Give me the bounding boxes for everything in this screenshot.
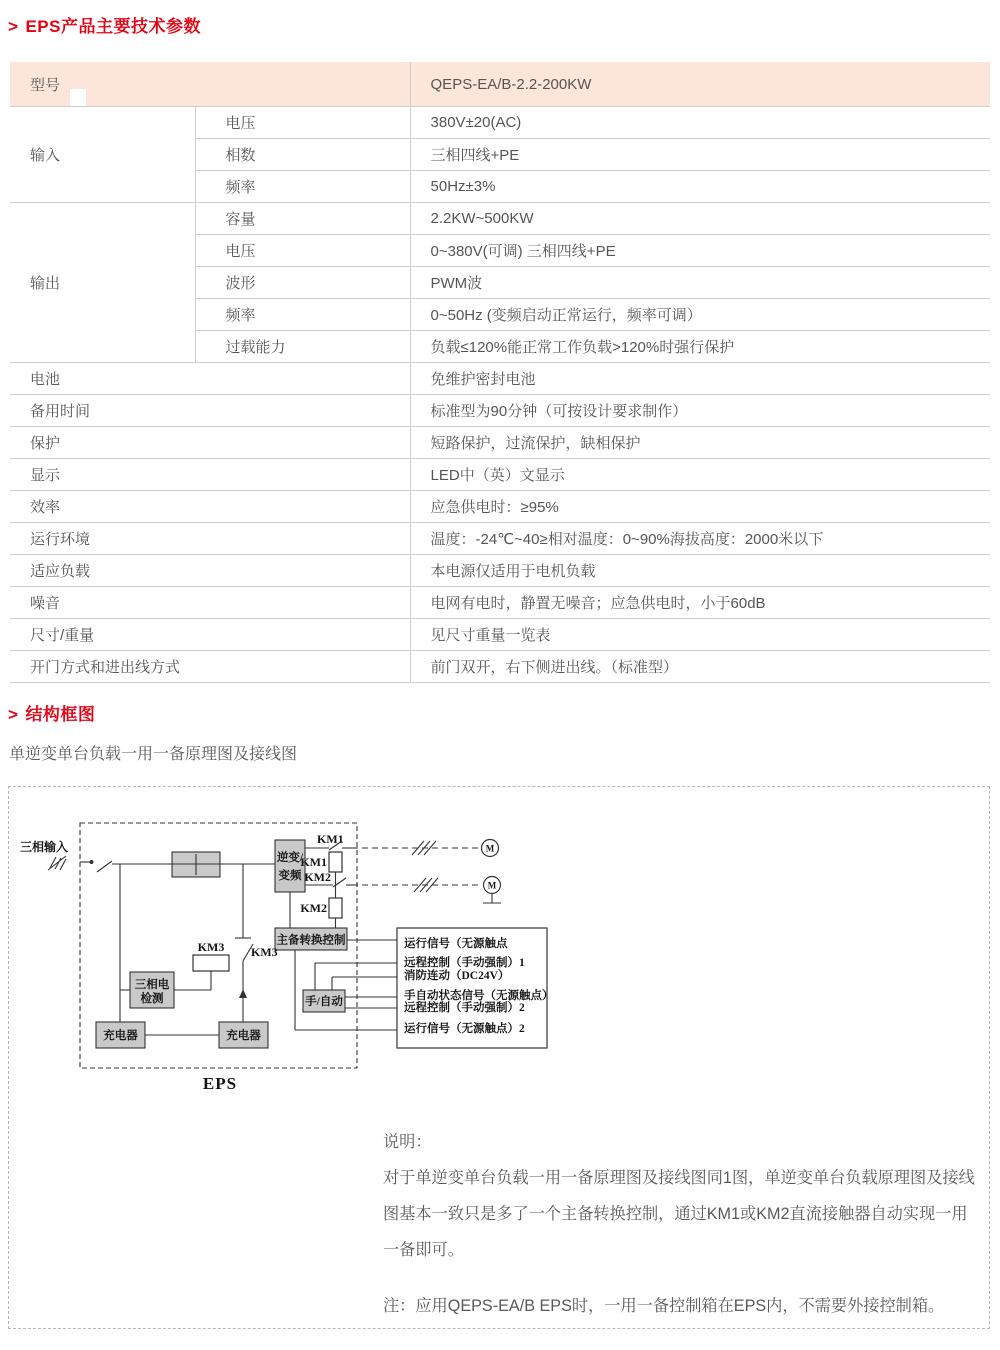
row-label: 保护 bbox=[10, 427, 410, 459]
notes-block bbox=[383, 1124, 983, 1324]
motor-2-label: M bbox=[487, 880, 497, 891]
param-value: 50Hz±3% bbox=[410, 171, 990, 203]
spec-table bbox=[10, 62, 990, 683]
param-value: 负载≤120%能正常工作负载>120%时强行保护 bbox=[410, 331, 990, 363]
km3-switch-label: KM3 bbox=[251, 945, 278, 959]
row-label: 尺寸/重量 bbox=[10, 619, 410, 651]
section-title-structure bbox=[8, 700, 95, 725]
three-phase-input-label: 三相输入 bbox=[20, 840, 69, 854]
inverter-label: 逆变/ bbox=[276, 852, 304, 864]
param-label: 电压 bbox=[195, 107, 410, 139]
notes-body: 对于单逆变单台负载一用一备原理图及接线图同1图，单逆变单台负载原理图及接线图基本一致只是多了一个主备转换控制，通过KM1或KM2直流接触器自动实现一用一备即可。 bbox=[383, 1169, 975, 1259]
row-value: 见尺寸重量一览表 bbox=[410, 619, 990, 651]
phase-detect-label: 三相电 bbox=[134, 979, 170, 991]
param-value: 三相四线+PE bbox=[410, 139, 990, 171]
row-label: 开门方式和进出线方式 bbox=[10, 651, 410, 683]
km3-coil-label: KM3 bbox=[197, 940, 225, 954]
param-value: 380V±20(AC) bbox=[410, 107, 990, 139]
table-row bbox=[10, 107, 990, 139]
row-label: 适应负载 bbox=[10, 555, 410, 587]
row-value: 标准型为90分钟（可按设计要求制作） bbox=[410, 395, 990, 427]
table-row bbox=[10, 651, 990, 683]
table-row bbox=[10, 619, 990, 651]
motor-1-label: M bbox=[485, 843, 495, 854]
row-label: 运行环境 bbox=[10, 523, 410, 555]
eps-caption: EPS bbox=[202, 1074, 238, 1093]
row-value: 免维护密封电池 bbox=[410, 363, 990, 395]
km2-switch-label: KM2 bbox=[304, 870, 331, 884]
group-label-input: 输入 bbox=[10, 107, 195, 203]
param-value: 2.2KW~500KW bbox=[410, 203, 990, 235]
table-row bbox=[10, 523, 990, 555]
row-value: 短路保护，过流保护，缺相保护 bbox=[410, 427, 990, 459]
row-label: 效率 bbox=[10, 491, 410, 523]
param-value: 0~380V(可调) 三相四线+PE bbox=[410, 235, 990, 267]
param-label: 频率 bbox=[195, 299, 410, 331]
param-value: 0~50Hz (变频启动正常运行，频率可调） bbox=[410, 299, 990, 331]
table-row bbox=[10, 427, 990, 459]
km1-coil-label: KM1 bbox=[300, 855, 327, 869]
table-row bbox=[10, 587, 990, 619]
param-label: 波形 bbox=[195, 267, 410, 299]
row-value: 前门双开，右下侧进出线。（标准型） bbox=[410, 651, 990, 683]
header-notch-decoration bbox=[70, 89, 86, 106]
param-label: 相数 bbox=[195, 139, 410, 171]
row-label: 噪音 bbox=[10, 587, 410, 619]
signal-label: 远程控制（手动强制）2 bbox=[404, 1002, 525, 1014]
inverter-label: 变频 bbox=[278, 870, 302, 882]
section-title-tech-params bbox=[8, 12, 201, 37]
junction-dot bbox=[90, 860, 94, 864]
row-label: 显示 bbox=[10, 459, 410, 491]
phase-detect-label: 检测 bbox=[140, 993, 164, 1005]
table-row bbox=[10, 395, 990, 427]
row-value: 温度：-24℃~40≥相对温度：0~90%海拔高度：2000米以下 bbox=[410, 523, 990, 555]
section1-title-text: EPS产品主要技术参数 bbox=[25, 17, 201, 36]
signal-label: 消防连动（DC24V） bbox=[404, 970, 510, 982]
input-switch-blade bbox=[97, 861, 112, 872]
manual-auto-label: 手/自动 bbox=[305, 996, 343, 1008]
km2-coil-label: KM2 bbox=[300, 901, 327, 915]
km2-coil bbox=[329, 898, 342, 918]
row-value: 本电源仅适用于电机负载 bbox=[410, 555, 990, 587]
chevron-right-icon: > bbox=[8, 705, 19, 724]
table-row bbox=[10, 363, 990, 395]
model-value: QEPS-EA/B-2.2-200KW bbox=[410, 62, 990, 107]
signal-label: 运行信号（无源触点）2 bbox=[404, 1023, 525, 1035]
param-label: 频率 bbox=[195, 171, 410, 203]
table-row bbox=[10, 555, 990, 587]
signal-label: 手自动状态信号（无源触点） bbox=[404, 990, 554, 1002]
signal-label: 运行信号（无源触点 bbox=[404, 938, 508, 950]
km3-coil bbox=[193, 955, 229, 971]
signal-label: 远程控制（手动强制）1 bbox=[404, 957, 525, 969]
row-value: 应急供电时：≥95% bbox=[410, 491, 990, 523]
row-label: 备用时间 bbox=[10, 395, 410, 427]
km1-coil bbox=[329, 852, 342, 872]
transfer-control-label: 主备转换控制 bbox=[276, 934, 346, 947]
three-phase-hatch-icon bbox=[48, 856, 66, 870]
section2-title-text: 结构框图 bbox=[25, 705, 96, 724]
table-row-model bbox=[10, 62, 990, 107]
row-label: 电池 bbox=[10, 363, 410, 395]
row-value: 电网有电时，静置无噪音；应急供电时，小于60dB bbox=[410, 587, 990, 619]
charger-1-label: 充电器 bbox=[103, 1030, 138, 1042]
table-row bbox=[10, 203, 990, 235]
charger-2-label: 充电器 bbox=[226, 1030, 261, 1042]
notes-heading: 说明： bbox=[383, 1133, 432, 1151]
table-row bbox=[10, 459, 990, 491]
row-value: LED中（英）文显示 bbox=[410, 459, 990, 491]
model-label: 型号 bbox=[10, 62, 410, 107]
km1-switch-label: KM1 bbox=[317, 832, 344, 846]
param-label: 过载能力 bbox=[195, 331, 410, 363]
param-value: PWM波 bbox=[410, 267, 990, 299]
diagram-subtitle: 单逆变单台负载一用一备原理图及接线图 bbox=[9, 746, 298, 763]
group-label-output: 输出 bbox=[10, 203, 195, 363]
param-label: 电压 bbox=[195, 235, 410, 267]
notes-footnote: 注：应用QEPS-EA/B EPS时，一用一备控制箱在EPS内，不需要外接控制箱。 bbox=[383, 1297, 945, 1315]
param-label: 容量 bbox=[195, 203, 410, 235]
table-row bbox=[10, 491, 990, 523]
chevron-right-icon: > bbox=[8, 17, 19, 36]
